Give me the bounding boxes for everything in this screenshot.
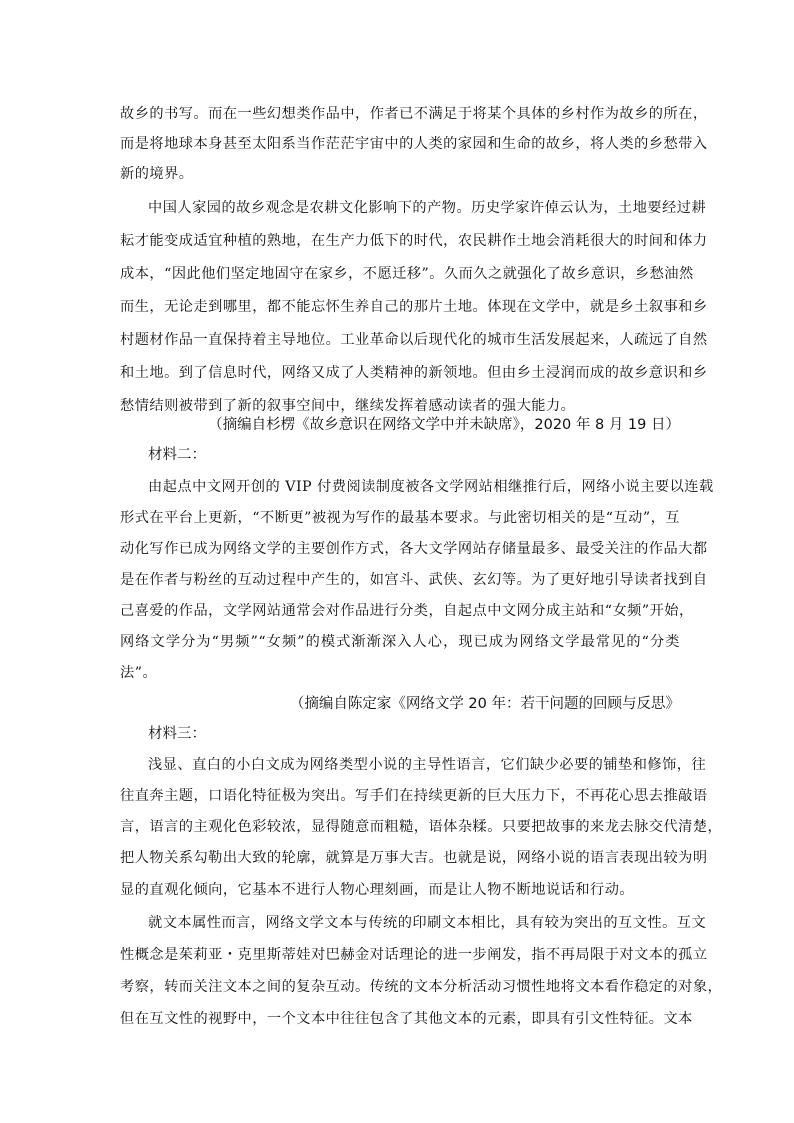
paragraph-line: 考察，转而关注文本之间的复杂互动。传统的文本分析活动习惯性地将文本看作稳定的对象， [120, 979, 723, 995]
paragraph-line: 中国人家园的故乡观念是农耕文化影响下的产物。历史学家许倬云认为，土地要经过耕 [148, 200, 707, 216]
paragraph-line: 新的境界。 [120, 166, 194, 182]
paragraph-line: 把人物关系勾勒出大致的轮廓，就算是万事大吉。也就是说，网络小说的语言表现出较为明 [120, 850, 708, 866]
paragraph-line: 就文本属性而言，网络文学文本与传统的印刷文本相比，具有较为突出的互文性。互文 [148, 915, 707, 931]
paragraph-line: 己喜爱的作品，文学网站通常会对作品进行分类，自起点中文网分成主站和“女频”开始， [120, 603, 694, 619]
paragraph-line: 而生，无论走到哪里，都不能忘怀生养自己的那片土地。体现在文学中，就是乡土叙事和乡 [120, 299, 708, 315]
paragraph-line: 言，语言的主观化色彩较浓，显得随意而粗糙，语体杂糅。只要把故事的来龙去脉交代清楚， [120, 819, 723, 835]
source-citation: （摘编自陈定家《网络文学 20 年：若干问题的回顾与反思》 [289, 696, 680, 712]
paragraph-line: 愁情结则被带到了新的叙事空间中，继续发挥着感动读者的强大能力。 [120, 398, 576, 414]
paragraph-line: 是在作者与粉丝的互动过程中产生的，如宫斗、武侠、玄幻等。为了更好地引导读者找到自 [120, 572, 708, 588]
paragraph-line: 由起点中文网开创的 VIP 付费阅读制度被各文学网站相继推行后，网络小说主要以连载 [148, 479, 714, 495]
section-heading: 材料三： [148, 726, 206, 742]
paragraph-line: 形式在平台上更新，“不断更”被视为写作的最基本要求。与此密切相关的是“互动”，互 [120, 510, 680, 526]
paragraph-line: 往直奔主题，口语化特征极为突出。写手们在持续更新的巨大压力下，不再花心思去推敲语 [120, 788, 708, 804]
paragraph-line: 故乡的书写。而在一些幻想类作品中，作者已不满足于将某个具体的乡村作为故乡的所在， [120, 106, 708, 122]
paragraph-line: 但在互文性的视野中，一个文本中往往包含了其他文本的元素，即具有引文性特征。文本 [120, 1011, 693, 1027]
paragraph-line: 性概念是茱莉亚・克里斯蒂娃对巴赫金对话理论的进一步阐发，指不再局限于对文本的孤立 [120, 947, 708, 963]
paragraph-line: 显的直观化倾向，它基本不进行人物心理刻画，而是让人物不断地说话和行动。 [120, 882, 635, 898]
paragraph-line: 成本，“因此他们坚定地固守在家乡，不愿迁移”。久而久之就强化了故乡意识，乡愁油然 [120, 266, 694, 282]
section-heading: 材料二： [148, 447, 206, 463]
paragraph-line: 和土地。到了信息时代，网络又成了人类精神的新领地。但由乡土浸润而成的故乡意识和乡 [120, 365, 708, 381]
paragraph-line: 动化写作已成为网络文学的主要创作方式，各大文学网站存储量最多、最受关注的作品大都 [120, 541, 708, 557]
paragraph-line: 网络文学分为“男频”“女频”的模式渐渐深入人心，现已成为网络文学最常见的“分类 [120, 634, 680, 650]
source-citation: （摘编自杉楞《故乡意识在网络文学中并未缺席》，2020 年 8 月 19 日） [208, 417, 680, 433]
paragraph-line: 浅显、直白的小白文成为网络类型小说的主导性语言，它们缺少必要的铺垫和修饰，往 [148, 757, 707, 773]
paragraph-line: 耘才能变成适宜种植的熟地，在生产力低下的时代，农民耕作土地会消耗很大的时间和体力 [120, 233, 708, 249]
paragraph-line: 法”。 [120, 665, 158, 681]
paragraph-line: 而是将地球本身甚至太阳系当作茫茫宇宙中的人类的家园和生命的故乡，将人类的乡愁带入 [120, 136, 708, 152]
paragraph-line: 村题材作品一直保持着主导地位。工业革命以后现代化的城市生活发展起来，人疏远了自然 [120, 332, 708, 348]
